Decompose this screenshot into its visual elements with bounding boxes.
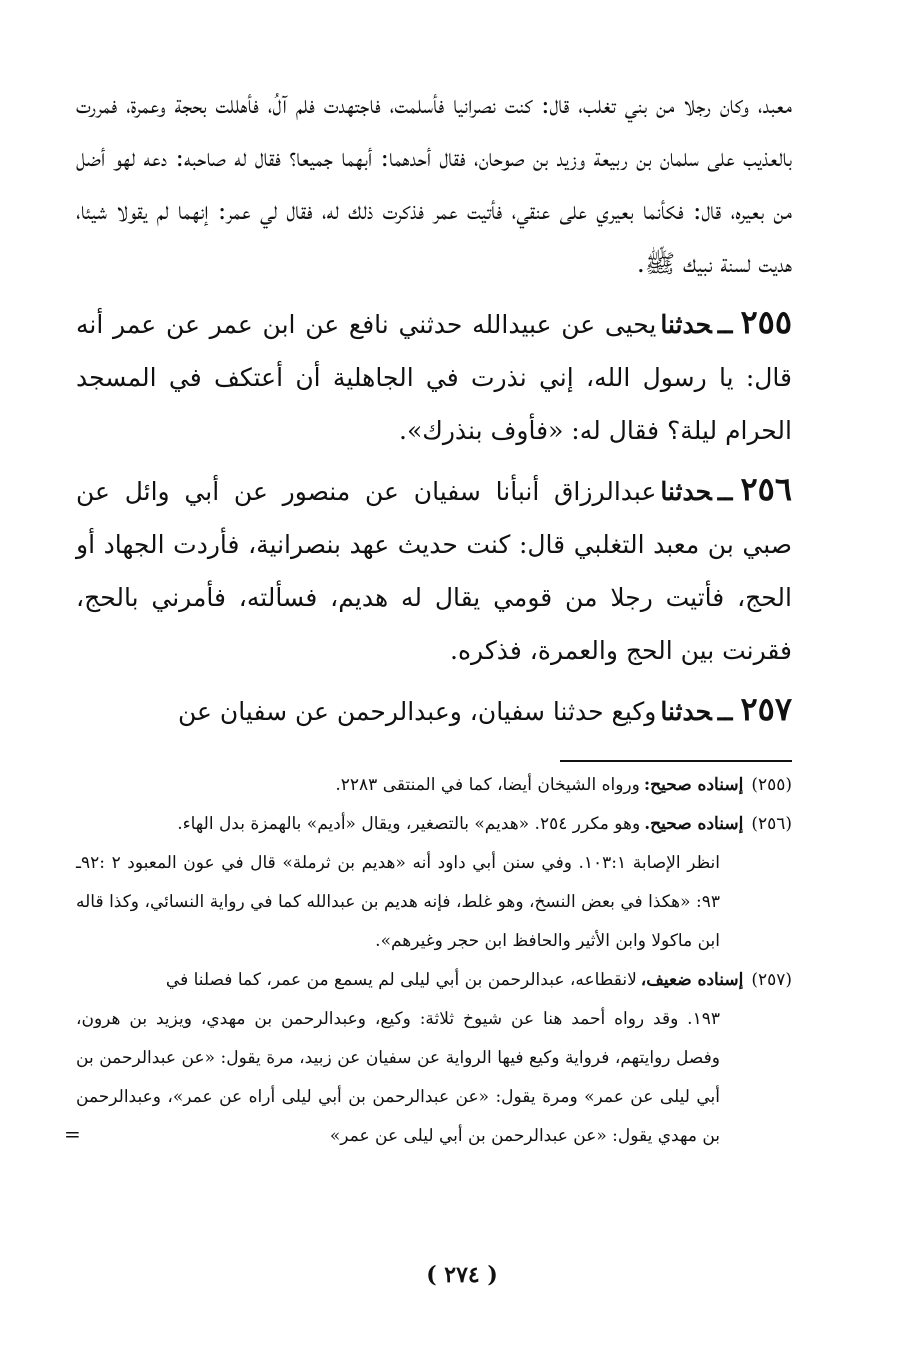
opening-paragraph: معبد، وكان رجلا من بني تغلب، قال: كنت نصرانيا فأسلمت، فاجتهدت فلم آلُ، فأهللت بحجة وعمرة، فمررت بالعذيب على سلمان بن ربيعة وزيد بن صوحان، فقال أحدهما: أبهما جميعا؟ فقال له صاحبه: دعه لهو أضل من بعيره، قال: فكأنما بعيري على عنقي، فأتيت عمر فذكرت ذلك له، فقال لي عمر: إنهما لم يقولا شيئا، هديت لسنة نبيك ﷺ.: [76, 90, 792, 278]
footnote-number: (٢٥٥): [751, 775, 792, 795]
hadith-number: ٢٥٧: [740, 690, 792, 728]
haddathana-word: حدثنا: [660, 310, 712, 339]
haddathana-word: حدثنا: [660, 477, 712, 506]
hadith-number: ٢٥٥: [740, 303, 792, 341]
hadith-255: [76, 296, 792, 457]
footnote-text: ورواه الشيخان أيضا، كما في المنتقى ٢٢٨٣.: [335, 775, 640, 795]
main-text: [76, 78, 792, 738]
hadith-text: عبدالرزاق أنبأنا سفيان عن منصور عن أبي وائل عن صبي بن معبد التغلبي قال: كنت حديث عهد بنصرانية، فأردت الجهاد أو الحج، فأتيت رجلا من قومي يقال له هديم، فسألته، فأمرني بالحج، فقرنت بين الحج والعمرة، فذكره.: [76, 477, 792, 665]
hadith-257: [76, 683, 792, 738]
footnote-text: وهو مكرر ٢٥٤. «هديم» بالتصغير، ويقال «أديم» بالهمزة بدل الهاء.: [177, 814, 641, 834]
footnote-number: (٢٥٧): [751, 970, 792, 990]
footnote-continuation: ١٩٣. وقد رواه أحمد هنا عن شيوخ ثلاثة: وكيع، وعبدالرحمن بن مهدي، ويزيد بن هرون، وفصل روايتهم، فرواية وكيع فيها الرواية عن سفيان عن زبيد، مرة يقول: «عن عبدالرحمن بن أبي ليلى عن عمر» ومرة يقول: «عن عبدالرحمن بن أبي ليلى أراه عن عمر»، وعبدالرحمن بن مهدي يقول: «عن عبدالرحمن بن أبي ليلى عن عمر»: [76, 1009, 720, 1146]
hadith-number: ٢٥٦: [740, 470, 792, 508]
page-content: [64, 78, 792, 1366]
footnote-grade: إسناده صحيح:: [643, 775, 744, 795]
hadith-256: [76, 463, 792, 677]
footnote-grade: إسناده ضعيف،: [640, 970, 744, 990]
hadith-text: وكيع حدثنا سفيان، وعبدالرحمن عن سفيان عن: [178, 697, 657, 726]
footnote-continuation: انظر الإصابة ١٠٣:١. وفي سنن أبي داود أنه «هديم بن ثرملة» قال في عون المعبود ٢ :٩٢ـ ٩٣: «هكذا في بعض النسخ، وهو غلط، فإنه هديم بن عبدالله كما في رواية النسائي، وكذا قاله ابن ماكولا وابن الأثير والحافظ ابن حجر وغيرهم».: [76, 853, 720, 951]
continuation-mark: =: [64, 1122, 81, 1146]
footnote-text: لانقطاعه، عبدالرحمن بن أبي ليلى لم يسمع من عمر، كما فصلنا في: [165, 970, 637, 990]
footnotes: [64, 766, 792, 1156]
footnote-256: [76, 805, 792, 961]
hadith-dash: ــ: [717, 697, 733, 726]
footnote-separator: [560, 760, 792, 762]
footnote-grade: إسناده صحيح.: [644, 814, 744, 834]
footnote-257: [64, 961, 792, 1156]
hadith-text: يحيى عن عبيدالله حدثني نافع عن ابن عمر عن عمر أنه قال: يا رسول الله، إني نذرت في الجاهلية أن أعتكف في المسجد الحرام ليلة؟ فقال له: «فأوف بنذرك».: [76, 310, 792, 445]
page-number: ( ٢٧٤ ): [426, 1262, 498, 1288]
haddathana-word: حدثنا: [660, 697, 712, 726]
footnote-255: [76, 766, 792, 805]
footnote-number: (٢٥٦): [751, 814, 792, 834]
hadith-dash: ــ: [717, 310, 733, 339]
hadith-dash: ــ: [717, 477, 733, 506]
